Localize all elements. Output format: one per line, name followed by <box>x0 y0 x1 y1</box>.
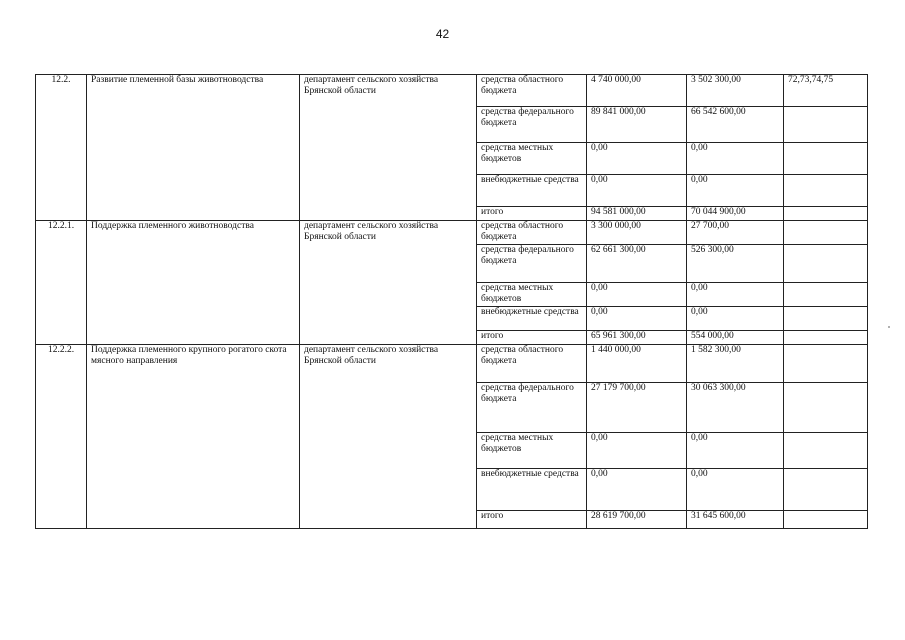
amount-2: 0,00 <box>687 433 784 469</box>
indicators-cell <box>784 383 868 433</box>
indicators-cell <box>784 331 868 345</box>
item-name: Поддержка племенного крупного рогатого скота мясного направления <box>87 345 300 529</box>
funding-source: внебюджетные средства <box>477 175 587 207</box>
amount-1: 3 300 000,00 <box>587 221 687 245</box>
amount-1: 4 740 000,00 <box>587 75 687 107</box>
item-code: 12.2. <box>36 75 87 221</box>
amount-2: 66 542 600,00 <box>687 107 784 143</box>
amount-1: 0,00 <box>587 283 687 307</box>
item-code: 12.2.2. <box>36 345 87 529</box>
amount-1: 65 961 300,00 <box>587 331 687 345</box>
amount-2: 31 645 600,00 <box>687 511 784 529</box>
amount-2: 70 044 900,00 <box>687 207 784 221</box>
amount-2: 3 502 300,00 <box>687 75 784 107</box>
amount-2: 0,00 <box>687 143 784 175</box>
funding-source: внебюджетные средства <box>477 307 587 331</box>
amount-2: 30 063 300,00 <box>687 383 784 433</box>
scan-mark <box>888 326 890 328</box>
indicators-cell <box>784 245 868 283</box>
funding-source: внебюджетные средства <box>477 469 587 511</box>
funding-source: итого <box>477 511 587 529</box>
indicators-cell <box>784 469 868 511</box>
funding-source: средства областного бюджета <box>477 221 587 245</box>
indicators-cell <box>784 207 868 221</box>
item-executor: департамент сельского хозяйства Брянской области <box>300 75 477 221</box>
funding-source: средства федерального бюджета <box>477 245 587 283</box>
funding-source: средства местных бюджетов <box>477 433 587 469</box>
indicators-cell <box>784 283 868 307</box>
page-number: 42 <box>435 27 450 41</box>
funding-source: средства местных бюджетов <box>477 283 587 307</box>
amount-1: 94 581 000,00 <box>587 207 687 221</box>
amount-2: 0,00 <box>687 469 784 511</box>
item-code: 12.2.1. <box>36 221 87 345</box>
amount-1: 1 440 000,00 <box>587 345 687 383</box>
item-executor: департамент сельского хозяйства Брянской области <box>300 221 477 345</box>
item-name: Развитие племенной базы животноводства <box>87 75 300 221</box>
amount-1: 28 619 700,00 <box>587 511 687 529</box>
item-name: Поддержка племенного животноводства <box>87 221 300 345</box>
amount-1: 0,00 <box>587 433 687 469</box>
indicators-cell: 72,73,74,75 <box>784 75 868 107</box>
indicators-cell <box>784 345 868 383</box>
funding-source: средства федерального бюджета <box>477 107 587 143</box>
funding-source: средства областного бюджета <box>477 345 587 383</box>
indicators-cell <box>784 175 868 207</box>
amount-2: 27 700,00 <box>687 221 784 245</box>
indicators-cell <box>784 221 868 245</box>
amount-1: 0,00 <box>587 143 687 175</box>
table-row <box>36 345 868 383</box>
budget-table <box>35 74 868 529</box>
indicators-cell <box>784 433 868 469</box>
amount-2: 526 300,00 <box>687 245 784 283</box>
funding-source: средства федерального бюджета <box>477 383 587 433</box>
amount-1: 0,00 <box>587 175 687 207</box>
amount-1: 0,00 <box>587 469 687 511</box>
amount-1: 0,00 <box>587 307 687 331</box>
indicators-cell <box>784 511 868 529</box>
amount-2: 1 582 300,00 <box>687 345 784 383</box>
amount-1: 62 661 300,00 <box>587 245 687 283</box>
funding-source: средства областного бюджета <box>477 75 587 107</box>
table-row <box>36 221 868 245</box>
amount-1: 89 841 000,00 <box>587 107 687 143</box>
amount-2: 0,00 <box>687 175 784 207</box>
amount-1: 27 179 700,00 <box>587 383 687 433</box>
item-executor: департамент сельского хозяйства Брянской области <box>300 345 477 529</box>
funding-source: итого <box>477 207 587 221</box>
funding-source: итого <box>477 331 587 345</box>
amount-2: 0,00 <box>687 283 784 307</box>
amount-2: 0,00 <box>687 307 784 331</box>
indicators-cell <box>784 307 868 331</box>
amount-2: 554 000,00 <box>687 331 784 345</box>
table-row <box>36 75 868 107</box>
indicators-cell <box>784 107 868 143</box>
funding-source: средства местных бюджетов <box>477 143 587 175</box>
indicators-cell <box>784 143 868 175</box>
